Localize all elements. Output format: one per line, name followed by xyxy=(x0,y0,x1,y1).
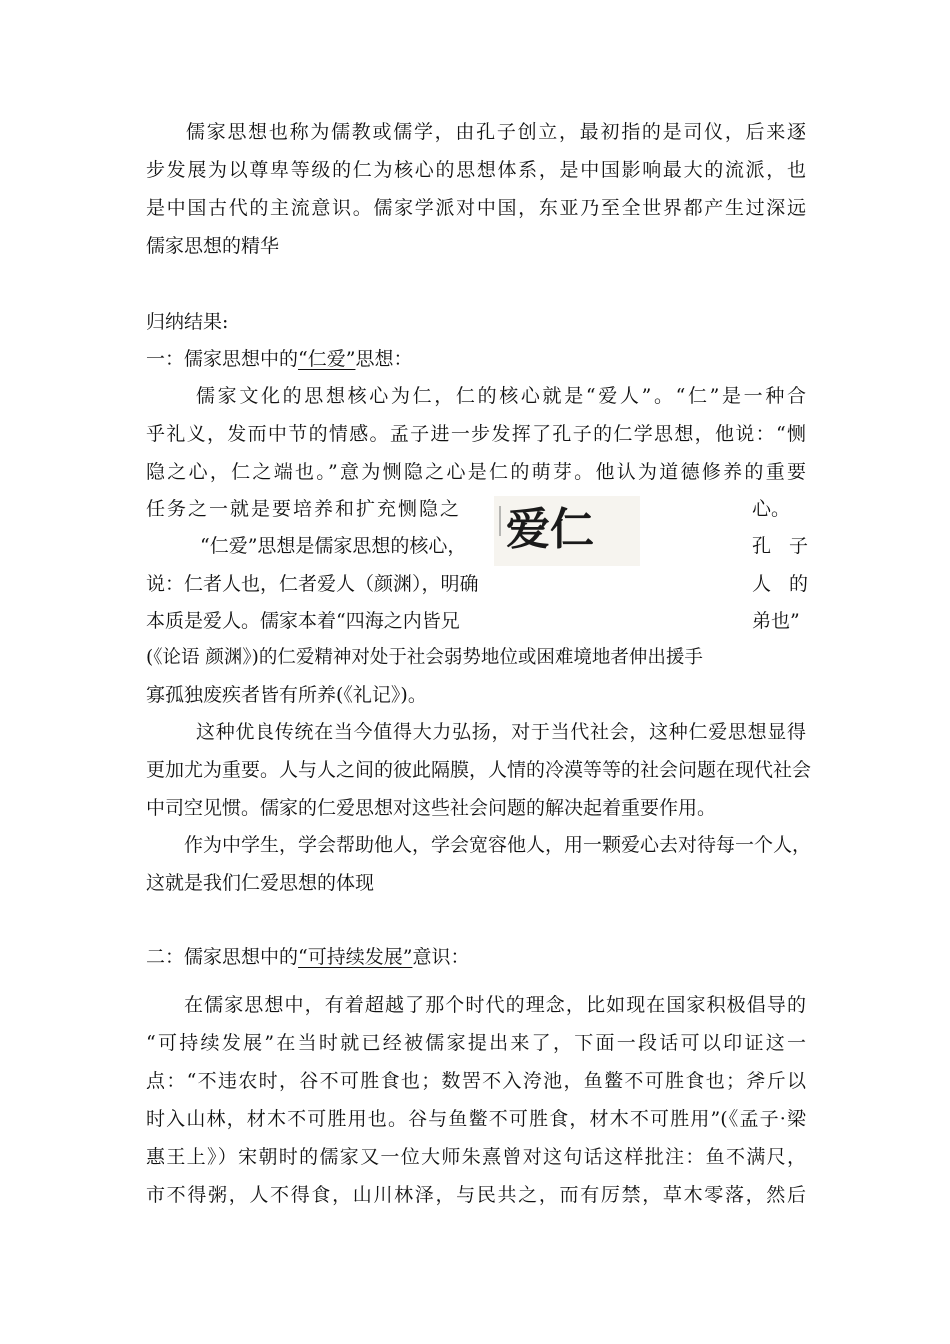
sec1-p2-line-4: (《论语 颜渊》)的仁爱精神对处于社会弱势地位或困难境地者伸出援手 xyxy=(146,647,703,668)
calligraphy-svg xyxy=(494,496,640,566)
sec1-p3-line-3: 中司空见惯。儒家的仁爱思想对这些社会问题的解决起着重要作用。 xyxy=(146,797,717,819)
sec2-p1-line-2: “可持续发展”在当时就已经被儒家提出来了，下面一段话可以印证这一 xyxy=(146,1032,806,1054)
summary-label: 归纳结果: xyxy=(146,311,229,333)
sec1-p2-line-2-left: 说：仁者人也，仁者爱人（颜渊），明确 xyxy=(146,573,479,595)
sec1-p1-line-4-right: 心。 xyxy=(752,498,791,520)
section-1-heading-term: “仁爱” xyxy=(298,348,356,370)
sec1-p2-line-3-right: 弟也” xyxy=(752,610,800,632)
sec1-p3-line-2: 更加尤为重要。人与人之间的彼此隔膜，人情的冷漠等等的社会问题在现代社会 xyxy=(146,759,812,781)
sec1-p1-line-1: 儒家文化的思想核心为仁，仁的核心就是“爱人”。“仁”是一种合 xyxy=(196,385,806,407)
section-2-heading-term: “可持续发展” xyxy=(298,946,413,968)
sec1-p1-line-4-left: 任务之一就是要培养和扩充恻隐之 xyxy=(146,498,462,520)
section-1-heading-prefix: 一：儒家思想中的 xyxy=(146,348,299,370)
intro-line-1: 儒家思想也称为儒教或儒学，由孔子创立，最初指的是司仪，后来逐 xyxy=(186,121,806,143)
sec1-p2-line-1-right: 孔 子 xyxy=(752,535,815,557)
intro-line-4: 儒家思想的精华 xyxy=(146,235,280,257)
sec1-p1-line-2: 乎礼义，发而中节的情感。孟子进一步发挥了孔子的仁学思想，他说：“恻 xyxy=(146,423,806,445)
sec1-p2-line-1-left: “仁爱”思想是儒家思想的核心， xyxy=(200,535,467,557)
intro-line-3: 是中国古代的主流意识。儒家学派对中国，东亚乃至全世界都产生过深远 xyxy=(146,197,806,219)
sec1-p2-line-2-right: 人 的 xyxy=(752,573,815,595)
sec2-p1-line-4: 时入山林，材木不可胜用也。谷与鱼鳖不可胜食，材木不可胜用”(《孟子·梁 xyxy=(146,1108,806,1130)
section-1-heading xyxy=(146,347,412,371)
sec1-p2-line-5: 寡孤独废疾者皆有所养(《礼记》)。 xyxy=(146,684,427,706)
section-2-heading xyxy=(146,945,469,969)
calligraphy-image xyxy=(494,496,640,566)
sec1-p1-line-3: 隐之心，仁之端也。”意为恻隐之心是仁的萌芽。他认为道德修养的重要 xyxy=(146,461,806,483)
sec2-p1-line-5: 惠王上》）宋朝时的儒家又一位大师朱熹曾对这句话这样批注：鱼不满尺， xyxy=(146,1146,806,1168)
sec2-p1-line-3: 点：“不违农时，谷不可胜食也；数罟不入洿池，鱼鳖不可胜食也；斧斤以 xyxy=(146,1070,806,1092)
intro-line-2: 步发展为以尊卑等级的仁为核心的思想体系，是中国影响最大的流派，也 xyxy=(146,159,806,181)
sec1-p3-line-1: 这种优良传统在当今值得大力弘扬，对于当代社会，这种仁爱思想显得 xyxy=(196,721,806,743)
sec1-p2-line-3-left: 本质是爱人。儒家本着“四海之内皆兄 xyxy=(146,610,460,632)
sec1-p4-line-2: 这就是我们仁爱思想的体现 xyxy=(146,872,375,894)
section-2-heading-suffix: 意识： xyxy=(412,946,470,968)
sec2-p1-line-1: 在儒家思想中，有着超越了那个时代的理念，比如现在国家积极倡导的 xyxy=(184,994,806,1016)
sec2-p1-line-6: 市不得粥，人不得食，山川林泽，与民共之，而有厉禁，草木零落，然后 xyxy=(146,1184,806,1206)
calligraphy-text: 爱仁 xyxy=(506,504,594,555)
section-2-heading-prefix: 二：儒家思想中的 xyxy=(146,946,299,968)
section-1-heading-suffix: 思想： xyxy=(355,348,413,370)
sec1-p4-line-1: 作为中学生，学会帮助他人，学会宽容他人，用一颗爱心去对待每一个人， xyxy=(184,834,812,856)
